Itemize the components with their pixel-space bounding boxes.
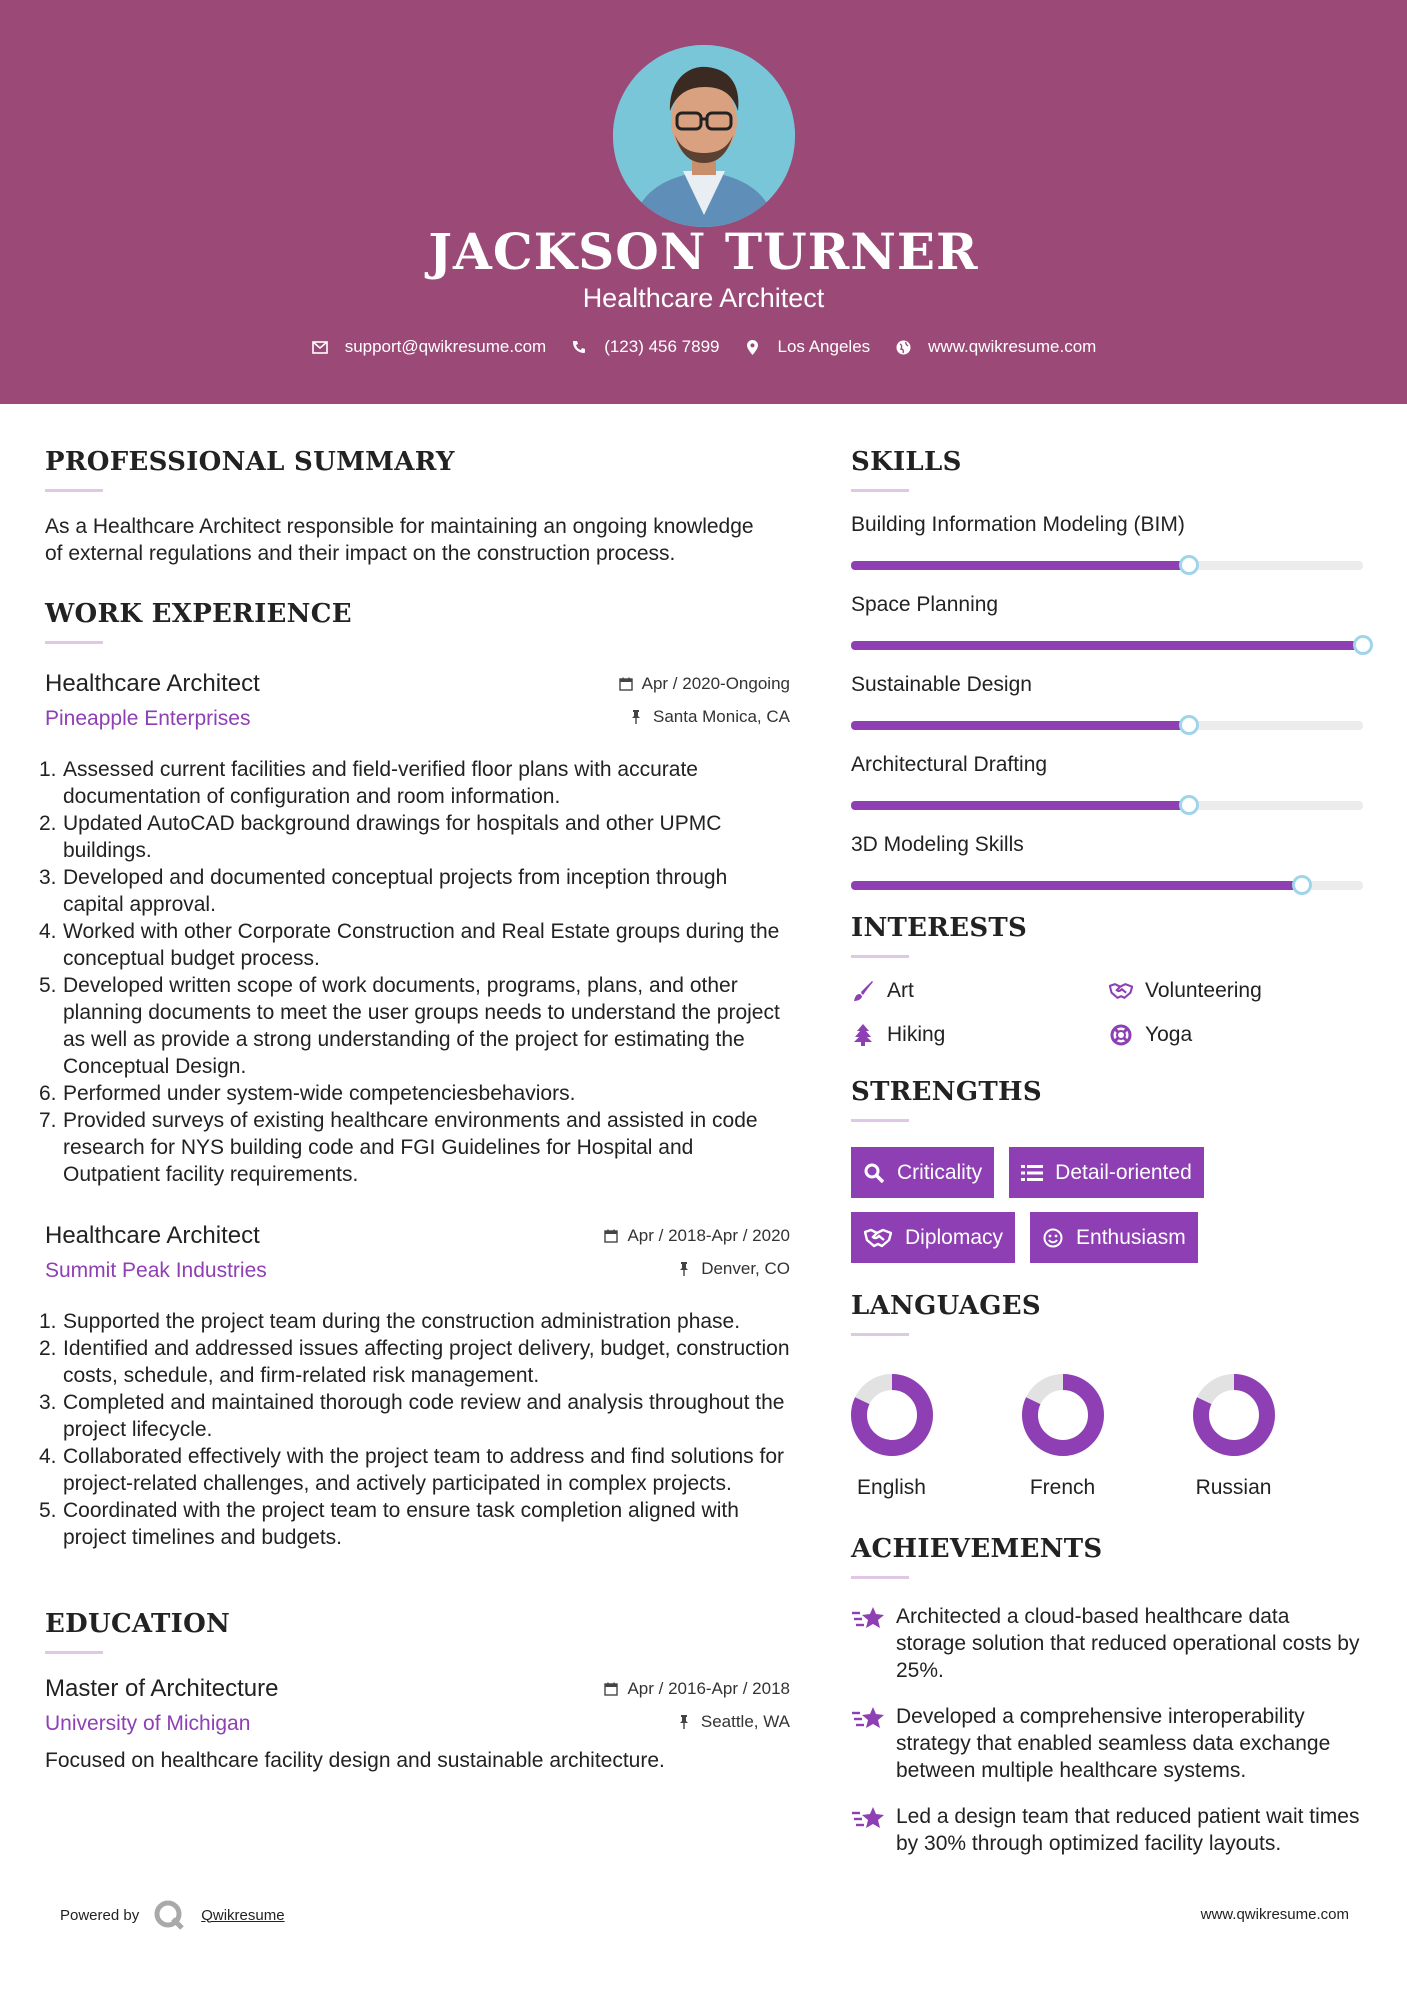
job-date-text: Apr / 2018-Apr / 2020 <box>627 1226 790 1245</box>
job-title: Healthcare Architect <box>45 670 260 697</box>
skill-bar-knob <box>1292 875 1312 895</box>
calendar-icon <box>604 1682 618 1696</box>
pin-icon <box>630 710 644 724</box>
achievement-text: Led a design team that reduced patient wait times by 30% through optimized facility layouts. <box>896 1805 1360 1855</box>
skill-bar <box>851 881 1363 890</box>
achievements-section <box>851 1534 1363 1857</box>
contact-website[interactable] <box>894 337 1096 357</box>
star-icon <box>851 1703 887 1733</box>
section-rule <box>851 489 909 492</box>
candidate-name: JACKSON TURNER <box>428 222 979 281</box>
skill-bar-fill <box>851 801 1189 810</box>
language-label: Russian <box>1195 1476 1272 1499</box>
footer-powered-by <box>60 1899 285 1931</box>
achievement-text: Developed a comprehensive interoperability strategy that enabled seamless data exchange between multiple healthcare systems. <box>896 1705 1331 1782</box>
interest-item <box>1109 1021 1367 1049</box>
job-duties <box>39 756 790 1188</box>
summary-title: PROFESSIONAL SUMMARY <box>45 447 455 477</box>
duty-item: 1. Assessed current facilities and field-verified floor plans with accurate documentation of configuration and room information. <box>39 758 698 808</box>
smile-icon <box>1042 1227 1064 1249</box>
strength-label: Enthusiasm <box>1076 1225 1186 1249</box>
skill-label: Building Information Modeling (BIM) <box>851 513 1185 536</box>
strengths-title: STRENGTHS <box>851 1077 1042 1107</box>
contact-website-text: www.qwikresume.com <box>928 337 1097 356</box>
language-label: English <box>857 1476 926 1499</box>
interest-label: Hiking <box>887 1023 946 1046</box>
job-location <box>630 707 790 727</box>
job-entry <box>39 670 790 1188</box>
achievement-item <box>851 1603 1363 1684</box>
calendar-icon <box>619 677 633 691</box>
calendar-icon <box>604 1229 618 1243</box>
strengths-row <box>851 1147 1363 1198</box>
duty-item: 3. Completed and maintained thorough code review and analysis throughout the project lifecycle. <box>39 1391 785 1441</box>
interest-item <box>1109 977 1367 1005</box>
skill-item <box>851 513 1363 570</box>
candidate-role: Healthcare Architect <box>582 283 825 313</box>
section-rule <box>851 1576 909 1579</box>
strengths-list <box>851 1147 1363 1263</box>
qwikresume-link[interactable]: Qwikresume <box>201 1906 285 1924</box>
skills-section <box>851 447 1363 890</box>
section-rule <box>851 955 909 958</box>
duty-item: 2. Identified and addressed issues affecting project delivery, budget, construction costs, schedule, and firm-related risk management. <box>39 1337 790 1387</box>
skill-bar-fill <box>851 721 1189 730</box>
duty-item: 3. Developed and documented conceptual projects from inception through capital approval. <box>39 866 728 916</box>
job-date <box>604 1226 790 1246</box>
skills-title: SKILLS <box>851 447 962 477</box>
qwikresume-logo-icon <box>153 1899 185 1931</box>
interest-item <box>851 977 1109 1005</box>
education-date <box>604 1679 790 1699</box>
job-header <box>45 1222 790 1296</box>
duty-item: 5. Developed written scope of work documents, programs, plans, and other planning documents to meet the user groups needs to understand the project as well as provide a strong understanding of the project for estimating the Conceptual Design. <box>39 974 780 1078</box>
languages-title: LANGUAGES <box>851 1291 1041 1321</box>
achievement-item <box>851 1803 1363 1857</box>
resume-header <box>0 0 1407 404</box>
job-company: Pineapple Enterprises <box>45 707 251 730</box>
strengths-section <box>851 1077 1363 1263</box>
skill-label: Architectural Drafting <box>851 753 1048 776</box>
globe-icon <box>894 338 912 356</box>
section-rule <box>45 641 103 644</box>
powered-by-text: Powered by <box>60 1906 140 1924</box>
strength-chip <box>1009 1147 1204 1198</box>
phone-icon <box>570 338 588 356</box>
duty-item: 4. Worked with other Corporate Construction and Real Estate groups during the conceptual budget process. <box>39 920 780 970</box>
job-location-text: Santa Monica, CA <box>652 707 790 726</box>
duty-item: 6. Performed under system-wide competenciesbehaviors. <box>39 1082 576 1105</box>
strength-chip <box>1030 1212 1198 1263</box>
achievement-text: Architected a cloud-based healthcare data storage solution that reduced operational costs by 25%. <box>896 1605 1360 1682</box>
job-location <box>678 1259 790 1279</box>
skill-item <box>851 833 1363 890</box>
duty-item: 2. Updated AutoCAD background drawings for hospitals and other UPMC buildings. <box>39 812 722 862</box>
achievements-title: ACHIEVEMENTS <box>851 1534 1103 1564</box>
section-rule <box>851 1333 909 1336</box>
star-icon <box>851 1803 887 1833</box>
skill-bar <box>851 561 1363 570</box>
strengths-row <box>851 1212 1363 1263</box>
skill-bar <box>851 801 1363 810</box>
tree-icon <box>851 1023 875 1047</box>
skill-bar-knob <box>1179 715 1199 735</box>
experience-section <box>39 599 790 1551</box>
envelope-icon <box>311 338 329 356</box>
contact-phone[interactable] <box>570 337 719 357</box>
duty-item: 1. Supported the project team during the construction administration phase. <box>39 1310 741 1333</box>
education-date-text: Apr / 2016-Apr / 2018 <box>627 1679 790 1698</box>
languages-list <box>851 1372 1363 1500</box>
duty-item: 7. Provided surveys of existing healthcare environments and assisted in code research for NYS building code and FGI Guidelines for Hospital and Outpatient facility requirements. <box>39 1109 758 1186</box>
section-rule <box>45 489 103 492</box>
interest-label: Volunteering <box>1145 979 1262 1002</box>
job-date <box>619 674 790 694</box>
profile-photo <box>613 45 795 227</box>
skill-item <box>851 593 1363 650</box>
skill-bar-fill <box>851 881 1302 890</box>
languages-section <box>851 1291 1363 1500</box>
job-duties <box>39 1308 790 1551</box>
language-item <box>806 1372 977 1500</box>
summary-text: As a Healthcare Architect responsible for maintaining an ongoing knowledge of external regulations and their impact on the construction process. <box>45 515 754 565</box>
language-item <box>977 1372 1148 1500</box>
skill-item <box>851 673 1363 730</box>
skill-bar-fill <box>851 641 1363 650</box>
contact-location <box>744 337 871 357</box>
job-title: Healthcare Architect <box>45 1222 260 1249</box>
duty-item: 4. Collaborated effectively with the project team to address and find solutions for project-related challenges, and actively participated in complex projects. <box>39 1445 785 1495</box>
education-section <box>45 1609 790 1774</box>
skill-bar <box>851 641 1363 650</box>
duty-item: 5. Coordinated with the project team to ensure task completion aligned with project timelines and budgets. <box>39 1499 739 1549</box>
handshake-icon <box>863 1227 893 1249</box>
job-company: Summit Peak Industries <box>45 1259 267 1282</box>
education-location <box>678 1712 790 1732</box>
strength-chip <box>851 1212 1015 1263</box>
left-column <box>39 447 790 1774</box>
contact-email-text: support@qwikresume.com <box>344 337 547 356</box>
skill-item <box>851 753 1363 810</box>
skill-bar <box>851 721 1363 730</box>
job-entry <box>39 1222 790 1551</box>
contact-email[interactable] <box>311 337 547 357</box>
language-proficiency-ring <box>1020 1372 1106 1458</box>
education-entry <box>45 1675 790 1774</box>
job-location-text: Denver, CO <box>701 1259 790 1278</box>
skill-bar-knob <box>1179 795 1199 815</box>
language-proficiency-ring <box>849 1372 935 1458</box>
skill-label: Sustainable Design <box>851 673 1032 696</box>
job-date-text: Apr / 2020-Ongoing <box>641 674 790 693</box>
star-icon <box>851 1603 887 1633</box>
experience-title: WORK EXPERIENCE <box>45 599 352 629</box>
summary-section <box>45 447 790 567</box>
interests-title: INTERESTS <box>851 913 1028 943</box>
map-pin-icon <box>744 338 762 356</box>
skill-label: Space Planning <box>851 593 999 616</box>
strength-label: Criticality <box>897 1160 983 1184</box>
education-header <box>45 1675 790 1749</box>
achievements-list <box>851 1603 1363 1857</box>
contact-bar <box>0 337 1407 357</box>
right-column <box>851 447 1363 1876</box>
contact-location-text: Los Angeles <box>777 337 871 356</box>
section-rule <box>45 1651 103 1654</box>
education-description: Focused on healthcare facility design and sustainable architecture. <box>45 1749 665 1772</box>
strength-chip <box>851 1147 994 1198</box>
language-item <box>1148 1372 1319 1500</box>
job-header <box>45 670 790 744</box>
footer-website[interactable]: www.qwikresume.com <box>1200 1906 1349 1923</box>
pin-icon <box>678 1262 692 1276</box>
skill-bar-knob <box>1179 555 1199 575</box>
skill-bar-fill <box>851 561 1189 570</box>
degree-title: Master of Architecture <box>45 1675 279 1702</box>
education-title: EDUCATION <box>45 1609 231 1639</box>
achievement-item <box>851 1703 1363 1784</box>
section-rule <box>851 1119 909 1122</box>
interest-item <box>851 1021 1109 1049</box>
list-icon <box>1021 1162 1043 1184</box>
interests-list <box>851 977 1363 1049</box>
pin-icon <box>678 1715 692 1729</box>
strength-label: Diplomacy <box>905 1225 1004 1249</box>
contact-phone-text: (123) 456 7899 <box>604 337 720 356</box>
paintbrush-icon <box>851 979 875 1003</box>
handshake-icon <box>1109 979 1133 1003</box>
search-icon <box>863 1162 885 1184</box>
interest-label: Art <box>887 979 914 1002</box>
skill-label: 3D Modeling Skills <box>851 833 1024 856</box>
school-name: University of Michigan <box>45 1712 251 1735</box>
education-location-text: Seattle, WA <box>700 1712 790 1731</box>
skill-bar-knob <box>1353 635 1373 655</box>
interest-label: Yoga <box>1145 1023 1193 1046</box>
language-proficiency-ring <box>1191 1372 1277 1458</box>
interests-section <box>851 913 1363 1049</box>
language-label: French <box>1029 1476 1096 1499</box>
skills-list <box>851 513 1363 890</box>
lifering-icon <box>1109 1023 1133 1047</box>
strength-label: Detail-oriented <box>1055 1160 1192 1184</box>
